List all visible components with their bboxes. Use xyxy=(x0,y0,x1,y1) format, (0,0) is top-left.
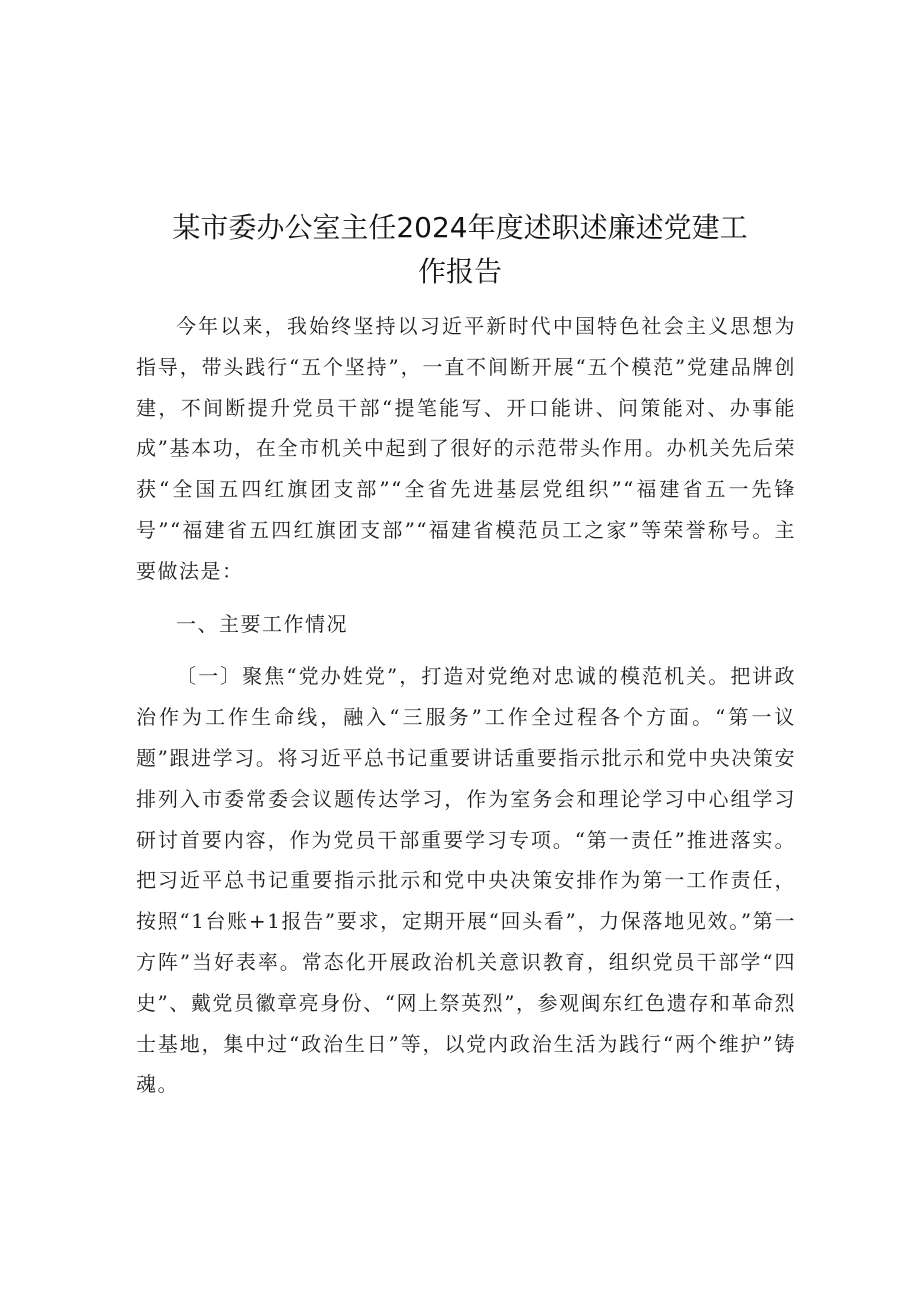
document-title-line-2: 作报告 xyxy=(417,255,502,288)
section-heading: 一、主要工作情况 xyxy=(176,611,348,636)
document-title xyxy=(140,206,780,294)
intro-paragraph: 今年以来，我始终坚持以习近平新时代中国特色社会主义思想为指导，带头践行“五个坚持”，一直不间断开展“五个模范”党建品牌创建，不间断提升党员干部“提笔能写、开口能讲、问策能对、办事能成”基本功，在全市机关中起到了很好的示范带头作用。办机关先后荣获“全国五四红旗团支部”“全省先进基层党组织”“福建省五一先锋号”“福建省五四红旗团支部”“福建省模范员工之家”等荣誉称号。主要做法是： xyxy=(136,314,796,583)
document-title-line-1: 某市委办公室主任2024年度述职述廉述党建工 xyxy=(172,211,748,244)
document-body xyxy=(136,306,796,1105)
subsection-paragraph: 〔一〕聚焦“党办姓党”，打造对党绝对忠诚的模范机关。把讲政治作为工作生命线，融入“三服务”工作全过程各个方面。“第一议题”跟进学习。将习近平总书记重要讲话重要指示批示和党中央决策安排列入市委常委会议题传达学习，作为室务会和理论学习中心组学习研讨首要内容，作为党员干部重要学习专项。“第一责任”推进落实。把习近平总书记重要指示批示和党中央决策安排作为第一工作责任，按照“1台账+1报告”要求，定期开展“回头看”，力保落地见效。”第一方阵”当好表率。常态化开展政治机关意识教育，组织党员干部学“四史”、戴党员徽章亮身份、“网上祭英烈”，参观闽东红色遗存和革命烈士基地，集中过“政治生日”等，以党内政治生活为践行“两个维护”铸魂。 xyxy=(136,664,796,1097)
